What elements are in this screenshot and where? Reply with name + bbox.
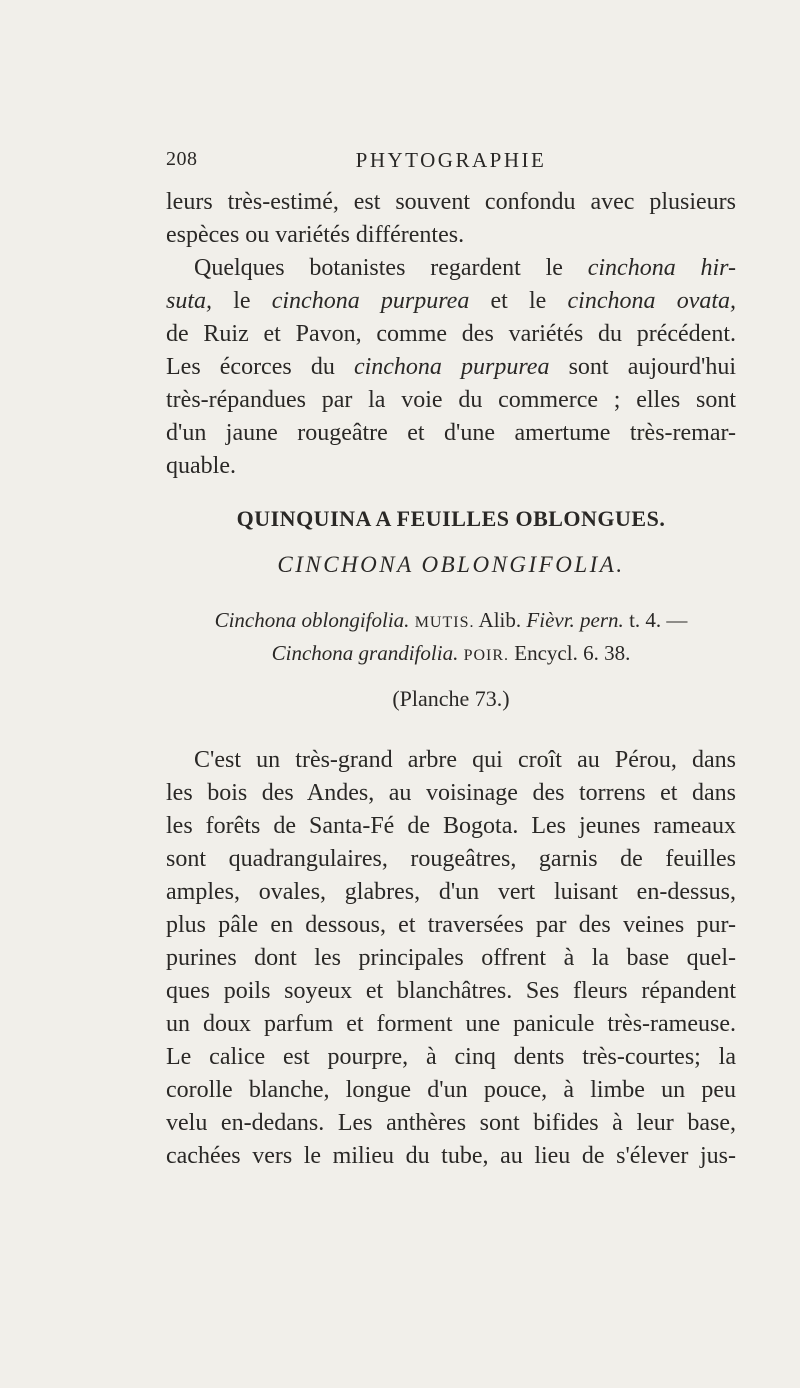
- page-header: [166, 148, 736, 178]
- latin-species-title: CINCHONA OBLONGIFOLIA.: [277, 552, 625, 577]
- latin-name: cinchona ovata,: [567, 288, 737, 314]
- text-line: plus pâle en dessous, et traversées par des veines pur-: [166, 912, 736, 938]
- text-span: et le: [469, 288, 568, 314]
- author-abbrev: MUTIS.: [414, 614, 475, 631]
- paragraph-continuation: [166, 186, 736, 252]
- text-line: les forêts de Santa-Fé de Bogota. Les jeunes rameaux: [166, 813, 736, 839]
- paragraph-description: [166, 744, 736, 1173]
- text-line: leurs très-estimé, est souvent confondu avec plusieurs: [166, 189, 736, 215]
- page-number: 208: [166, 148, 198, 170]
- section-heading: QUINQUINA A FEUILLES OBLONGUES.: [236, 506, 666, 531]
- synonym-line: [166, 605, 736, 638]
- text-span: Les écorces du: [166, 354, 354, 380]
- text-line: amples, ovales, glabres, d'un vert luisant en-dessus,: [166, 879, 736, 905]
- text-line: d'un jaune rougeâtre et d'une amertume très-remar-: [166, 420, 736, 446]
- latin-name: cinchona purpurea: [353, 354, 550, 380]
- text-line: de Ruiz et Pavon, comme des variétés du précédent.: [166, 321, 736, 347]
- synonymy: [166, 605, 736, 671]
- text-line: purines dont les principales offrent à la base quel-: [166, 945, 736, 971]
- text-line: un doux parfum et forment une panicule très-rameuse.: [166, 1011, 736, 1037]
- text-line: espèces ou variétés différentes.: [166, 222, 465, 248]
- synonym-line: [166, 638, 736, 671]
- text-line: cachées vers le milieu du tube, au lieu de s'élever jus-: [166, 1143, 736, 1169]
- text-line: Le calice est pourpre, à cinq dents très-courtes; la: [166, 1044, 736, 1070]
- latin-name: suta,: [166, 288, 213, 314]
- text-line: sont quadrangulaires, rougeâtres, garnis de feuilles: [166, 846, 736, 872]
- latin-name: Cinchona oblongifolia.: [214, 608, 410, 632]
- text-line: les bois des Andes, au voisinage des torrens et dans: [166, 780, 736, 806]
- reference-text: Alib.: [474, 608, 527, 632]
- text-line: [166, 285, 736, 318]
- running-title: PHYTOGRAPHIE: [355, 148, 547, 172]
- text-span: sont aujourd'hui: [549, 354, 737, 380]
- author-abbrev: POIR.: [463, 647, 510, 664]
- text-span: Quelques botanistes regardent le: [194, 255, 588, 281]
- text-line: C'est un très-grand arbre qui croît au Pérou, dans: [194, 747, 736, 773]
- plate-reference: (Planche 73.): [392, 686, 510, 711]
- text-line: ques poils soyeux et blanchâtres. Ses fleurs répandent: [166, 978, 736, 1004]
- text-line: corolle blanche, longue d'un pouce, à limbe un peu: [166, 1077, 736, 1103]
- text-line: quable.: [166, 453, 236, 479]
- text-line: très-répandues par la voie du commerce ; elles sont: [166, 387, 736, 413]
- text-line: [166, 252, 736, 285]
- reference-text: Encycl. 6. 38.: [509, 641, 631, 665]
- text-span: le: [212, 288, 272, 314]
- latin-name: Cinchona grandifolia.: [271, 641, 459, 665]
- text-line: velu en-dedans. Les anthères sont bifides à leur base,: [166, 1110, 736, 1136]
- reference-text: t. 4. —: [623, 608, 688, 632]
- latin-name: cinchona purpurea: [271, 288, 470, 314]
- latin-name: cinchona hir-: [587, 255, 736, 281]
- text-line: [166, 351, 736, 384]
- paragraph-botanists: [166, 252, 736, 483]
- reference-title: Fièvr. pern.: [526, 608, 624, 632]
